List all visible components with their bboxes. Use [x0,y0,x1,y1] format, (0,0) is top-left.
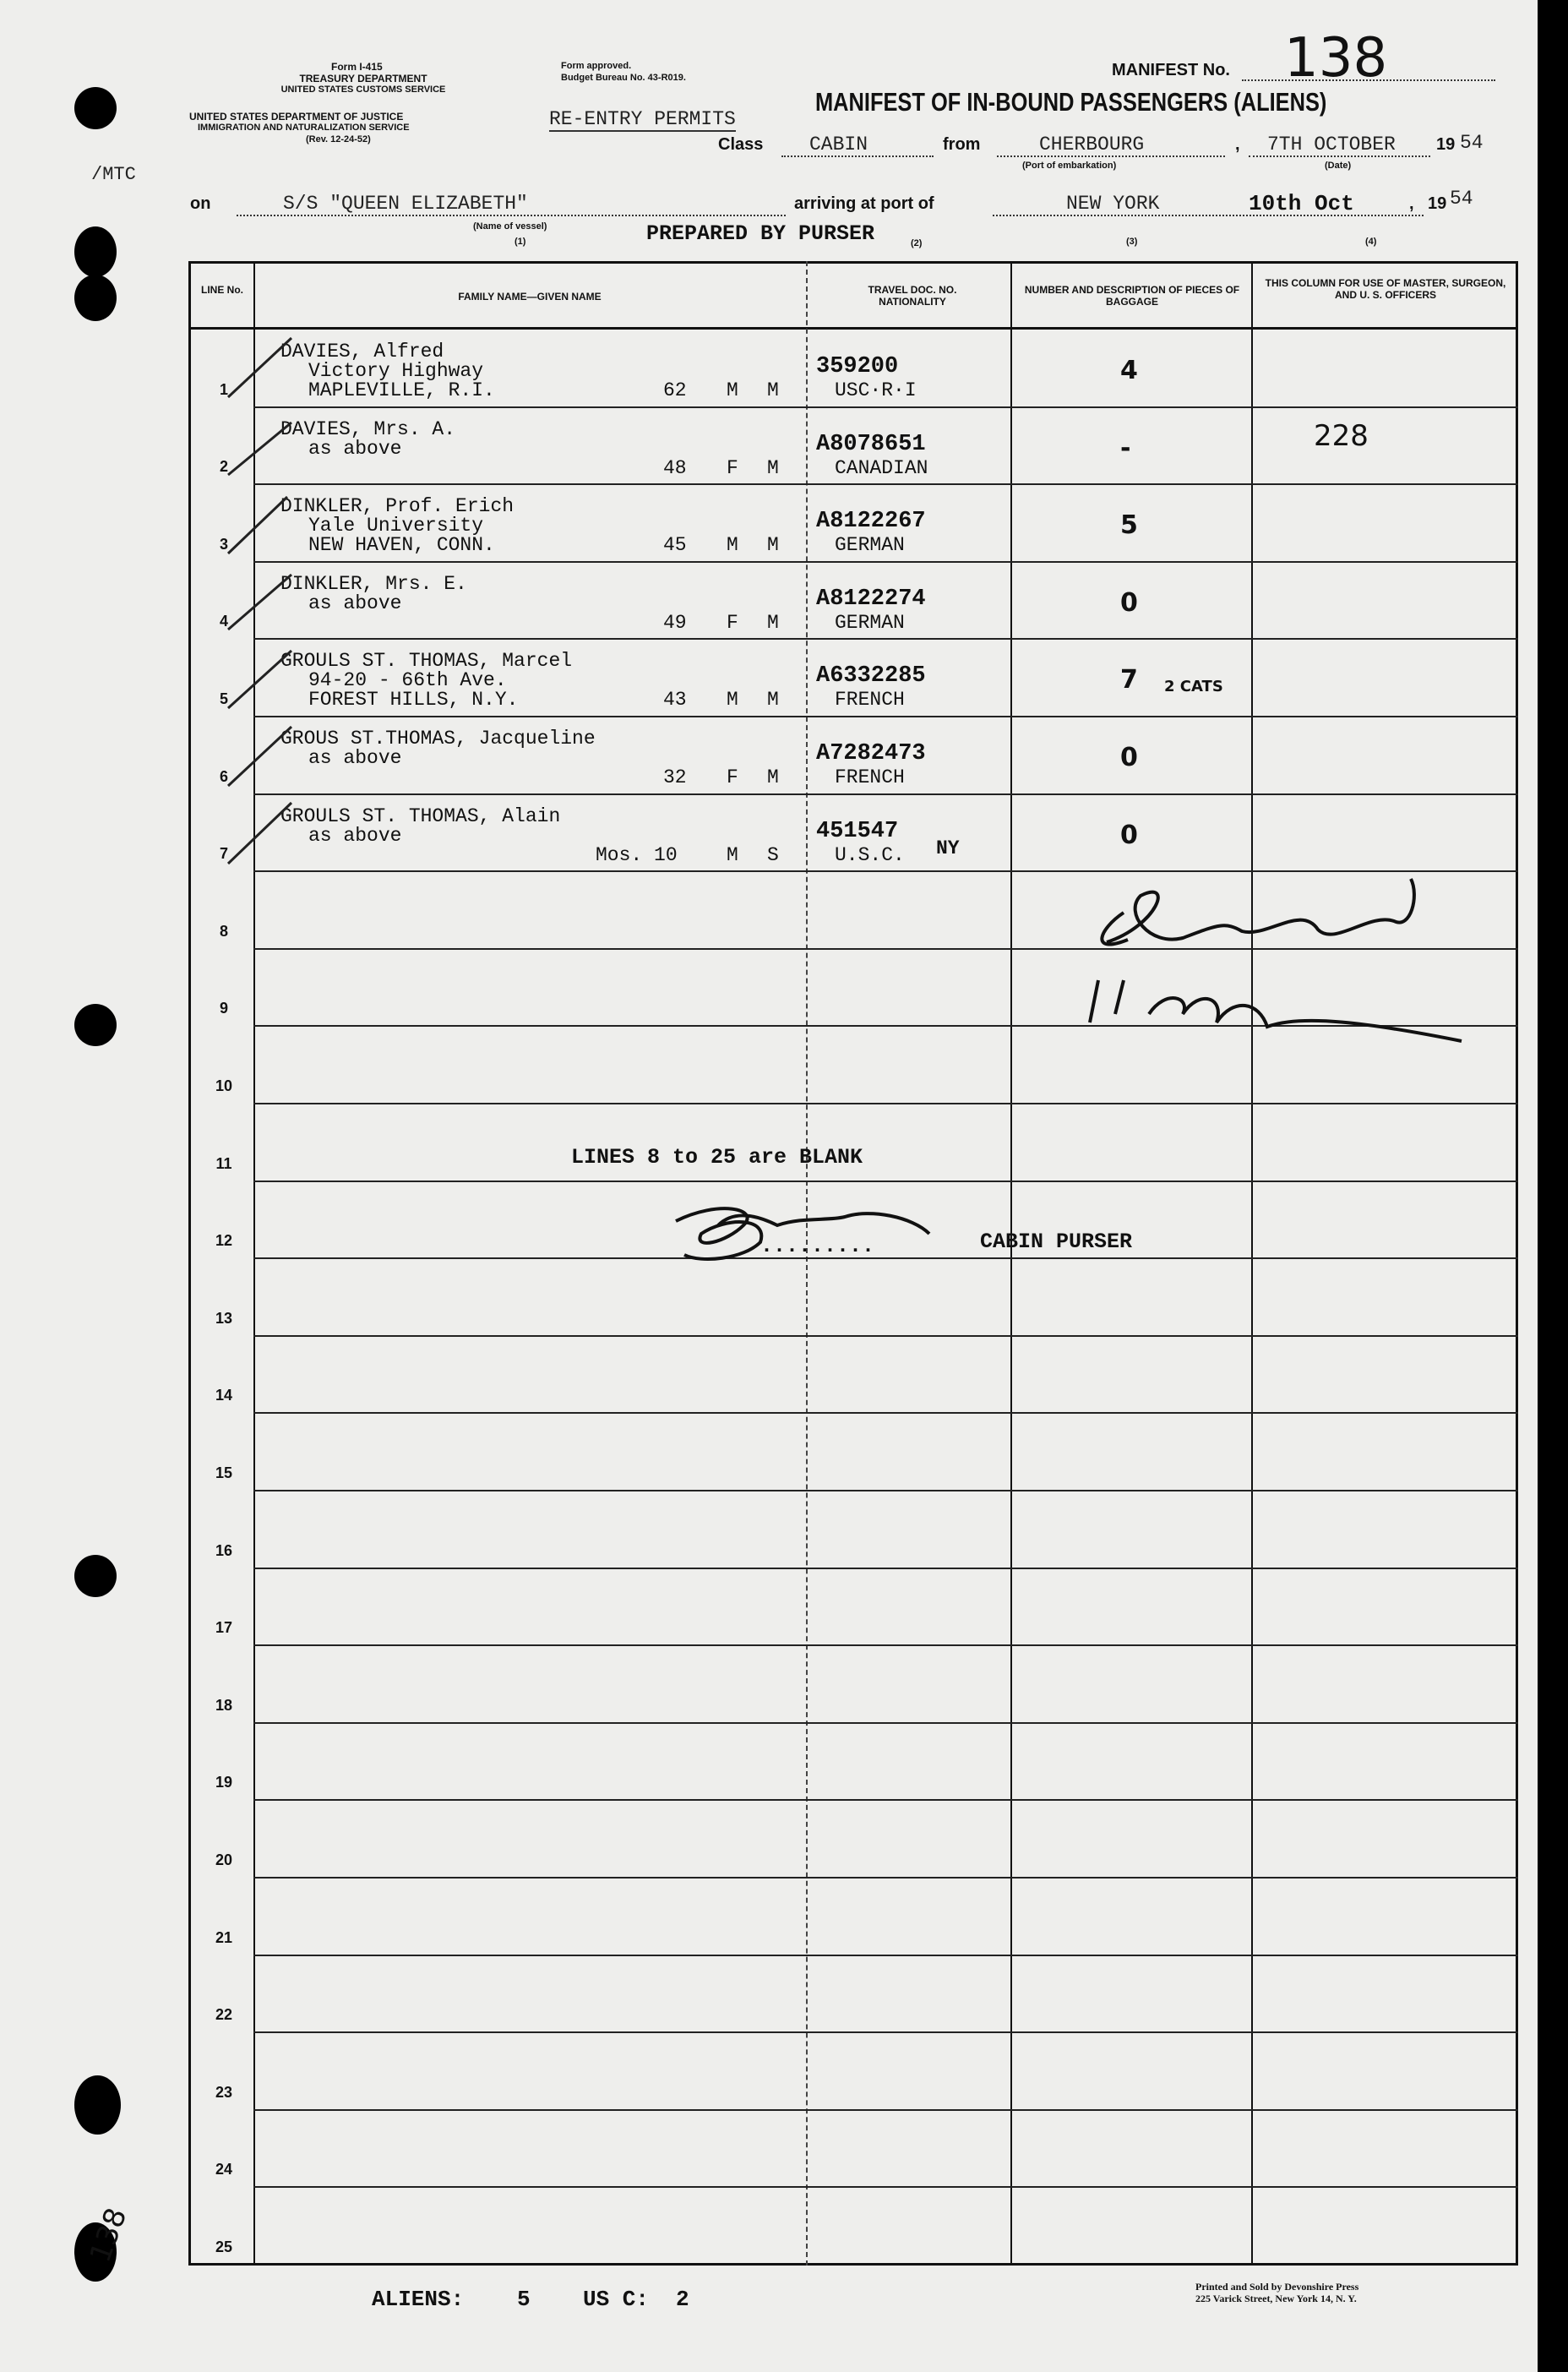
arriving-label: arriving at port of [794,194,934,213]
line-number: 17 [215,1619,233,1637]
line-number: 2 [219,458,228,476]
line-number: 16 [215,1541,233,1559]
travel-doc-number: A7282473 [816,741,926,766]
check-mark [228,338,291,397]
passenger-age: 45 [663,534,687,557]
passenger-name: DAVIES, Alfred [280,341,444,363]
passenger-marital: M [767,611,779,634]
check-mark [228,803,291,864]
nationality: U.S.C. [835,843,905,866]
baggage-count: 0 [1120,743,1138,772]
passenger-address-1: as above [308,824,402,847]
ins-name: IMMIGRATION AND NATURALIZATION SERVICE [198,123,410,133]
manifest-title: MANIFEST OF IN-BOUND PASSENGERS (ALIENS) [815,87,1327,117]
purser-title: CABIN PURSER [980,1230,1133,1254]
customs-service: UNITED STATES CUSTOMS SERVICE [280,85,446,95]
passenger-marital: M [767,766,779,788]
nationality: FRENCH [835,766,905,788]
year-prefix: 19 [1436,135,1456,154]
nationality: GERMAN [835,611,905,634]
travel-doc-number: A6332285 [816,663,926,690]
arrival-year: 54 [1450,188,1473,210]
treasury-dept: TREASURY DEPARTMENT [299,73,427,85]
passenger-marital: M [767,534,779,557]
line-number: 14 [215,1387,233,1404]
baggage-note: 2 CATS [1164,678,1223,696]
dept-justice: UNITED STATES DEPARTMENT OF JUSTICE [189,111,404,123]
line-number: 12 [215,1232,233,1250]
departure-date: 7TH OCTOBER [1267,134,1396,155]
usc-label: US C: [583,2287,650,2312]
passenger-name: GROULS ST. THOMAS, Marcel [280,650,573,673]
nationality: CANADIAN [835,456,928,479]
line-number: 1 [219,380,228,398]
line-number: 24 [215,2161,233,2178]
blank-lines-note: LINES 8 to 25 are BLANK [571,1145,863,1170]
passenger-address-2: MAPLEVILLE, R.I. [308,379,495,401]
passenger-name: DAVIES, Mrs. A. [280,417,456,440]
line-number: 8 [219,922,228,940]
passenger-age: 62 [663,379,687,401]
budget-bureau: Budget Bureau No. 43-R019. [561,73,686,83]
departure-year: 54 [1460,132,1484,154]
baggage-count: - [1120,433,1131,463]
col-cap-2: (2) [911,238,923,248]
prepared-by: PREPARED BY PURSER [646,221,875,246]
manifest-label: MANIFEST No. [1112,61,1230,79]
passenger-address-1: Yale University [308,515,484,537]
class-value: CABIN [809,134,868,155]
line-number: 15 [215,1464,233,1481]
passenger-name: GROUS ST.THOMAS, Jacqueline [280,728,596,750]
passenger-name: DINKLER, Prof. Erich [280,495,514,518]
passenger-age: 32 [663,766,687,788]
passenger-address-1: Victory Highway [308,360,484,382]
col-cap-4: (4) [1365,237,1377,247]
passenger-marital: M [767,456,779,479]
margin-note: /MTC [91,164,136,185]
passenger-sex: F [727,611,738,634]
line-number: 18 [215,1696,233,1714]
passenger-age: Mos. 10 [596,843,678,866]
check-mark [228,727,291,786]
line-number: 20 [215,1851,233,1868]
passenger-marital: M [767,379,779,401]
passenger-address-1: as above [308,437,402,460]
line-number: 11 [215,1154,232,1172]
col-header-doc: TRAVEL DOC. NO. NATIONALITY [868,284,957,308]
passenger-address-1: as above [308,747,402,769]
passenger-sex: M [727,843,738,866]
line-number: 4 [219,613,228,630]
manifest-number: 138 [1284,27,1388,90]
aliens-label: ALIENS: [372,2287,465,2312]
arrival-port: NEW YORK [1066,193,1160,215]
printer-line-1: Printed and Sold by Devonshire Press [1195,2281,1359,2293]
check-mark [228,423,291,475]
col-header-name: FAMILY NAME—GIVEN NAME [458,291,602,303]
passenger-sex: M [727,379,738,401]
passenger-sex: F [727,766,738,788]
line-number: 13 [215,1309,233,1327]
passenger-name: DINKLER, Mrs. E. [280,572,467,595]
travel-doc-number: A8078651 [816,431,926,457]
date-caption: (Date) [1325,161,1352,171]
check-mark [228,651,291,708]
travel-doc-number: A8122274 [816,586,926,612]
baggage-count: 0 [1120,587,1138,618]
col-header-officers: THIS COLUMN FOR USE OF MASTER, SURGEON, AND U. S. OFFICERS [1265,277,1506,301]
nationality: FRENCH [835,689,905,712]
travel-doc-number: 451547 [816,818,899,844]
manifest-page: Form I-415 TREASURY DEPARTMENT UNITED STATES CUSTOMS SERVICE UNITED STATES DEPARTMENT OF JUSTICE IMMIGRATION AND NATURALIZATION SERVICE (Rev. 12-24-52) Form approved. Budget Bureau No. 43-R019. RE-ENTRY PERMITS MANIFEST No. 138 MANIFEST OF IN-BOUND PASSENGERS (ALIENS) Class CABIN from CHERBOURG (Port of embarkation) , 7TH OCTOBER 19 54 (Date) /MTC on S/S "QUEEN ELIZABETH" (Name of vessel) arriving at port of NEW YORK 10th Oct , 19 54 (1) (3) (4) (2) PREPARED BY PURSER LINE No. FAMILY NAME—GIVEN NAME TRAVEL DOC. NO. NATIONALITY NUMBER AND DESCRIPTION OF PIECES OF BAGGAGE THIS COLUMN FOR USE OF MASTER, SURGEON, AND U. S. OFFICERS 1 2 3 4 5 6 7 8 9 10 11 12 13 14 15 16 17 18 19 20 21 22 23 24 25 DAVIES, Alfred Victory Highway MAPLEVILLE, R.I. 62 M M 359200 USC·R·I 4 DAVIES, Mrs. A. as above 48 F M A8078651 CANADIAN - 228 DINKLER, Prof. Erich Yale University NEW HAVEN, CONN. 45 M M A8122267 GERMAN 5 DINKLER, Mrs. E. as above 49 F M A8122274 GERMAN 0 GROULS ST. THOMAS, Marcel 94-20 - 66th Ave. FOREST HILLS, N.Y. 43 M M A6332285 FRENCH 7 2 CATS GROUS ST.THOMAS, Jacqueline as above 32 F M A7282473 FRENCH 0 GROULS ST. THOMAS, Alain as above Mos. 10 M S 451547 U.S.C. NY 0 LINES 8 to 25 are BLANK ......... CABIN PURSER ALIENS: 5 US C: 2 Printed and Sold by Devonshire Press 225 Varick Street, New York 14, N. Y. 138 [0,0,1538,2372]
line-number: 3 [219,535,228,553]
travel-doc-number: A8122267 [816,509,926,535]
corner-mark: 138 [83,2203,134,2267]
passenger-sex: F [727,456,738,479]
baggage-count: 5 [1120,510,1138,541]
line-number: 25 [215,2238,233,2255]
passenger-address-2: FOREST HILLS, N.Y. [308,689,519,712]
passenger-age: 43 [663,689,687,712]
passenger-address-1: 94-20 - 66th Ave. [308,669,507,692]
purser-dots: ......... [760,1234,875,1258]
passenger-address-2: NEW HAVEN, CONN. [308,534,495,557]
line-number: 19 [215,1774,233,1791]
col-cap-1: (1) [514,237,526,247]
col-header-baggage: NUMBER AND DESCRIPTION OF PIECES OF BAGGAGE [1024,284,1240,308]
port-caption: (Port of embarkation) [1022,161,1117,171]
usc-count: 2 [676,2287,689,2312]
col-header-line: LINE No. [201,284,243,296]
passenger-marital: M [767,689,779,712]
nationality: USC·R·I [835,379,917,401]
line-number: 10 [215,1077,233,1094]
officer-signature [1090,879,1462,1041]
form-revision: (Rev. 12-24-52) [306,134,371,145]
line-number: 21 [215,1928,233,1946]
check-mark [228,497,287,553]
reentry-permits: RE-ENTRY PERMITS [549,108,736,130]
passenger-sex: M [727,689,738,712]
vessel-name: S/S "QUEEN ELIZABETH" [283,193,528,215]
travel-doc-number: 359200 [816,354,899,379]
passenger-name: GROULS ST. THOMAS, Alain [280,804,561,827]
check-mark [228,575,291,630]
aliens-count: 5 [517,2287,531,2312]
officer-note: 228 [1314,418,1369,453]
arrival-date: 10th Oct [1249,191,1354,216]
class-label: Class [718,135,764,154]
passenger-sex: M [727,534,738,557]
nationality-note: NY [936,837,960,859]
line-number: 23 [215,2083,233,2101]
port-embarkation: CHERBOURG [1039,134,1145,155]
passenger-age: 49 [663,611,687,634]
line-number: 6 [219,767,228,785]
baggage-count: 4 [1120,356,1138,385]
baggage-count: 0 [1120,820,1138,850]
line-number: 22 [215,2006,233,2024]
baggage-count: 7 [1120,665,1138,695]
line-number: 5 [219,690,228,707]
printer-line-2: 225 Varick Street, New York 14, N. Y. [1195,2293,1357,2304]
from-label: from [943,135,981,154]
on-label: on [190,194,211,213]
form-number: Form I-415 [331,61,383,73]
col-cap-3: (3) [1126,237,1138,247]
form-approved: Form approved. [561,61,632,71]
nationality: GERMAN [835,534,905,557]
line-number: 7 [219,845,228,863]
passenger-age: 48 [663,456,687,479]
arrival-year-prefix: 19 [1428,194,1447,213]
vessel-caption: (Name of vessel) [473,221,547,232]
passenger-address-1: as above [308,592,402,614]
passenger-marital: S [767,843,779,866]
line-number: 9 [219,1000,228,1017]
